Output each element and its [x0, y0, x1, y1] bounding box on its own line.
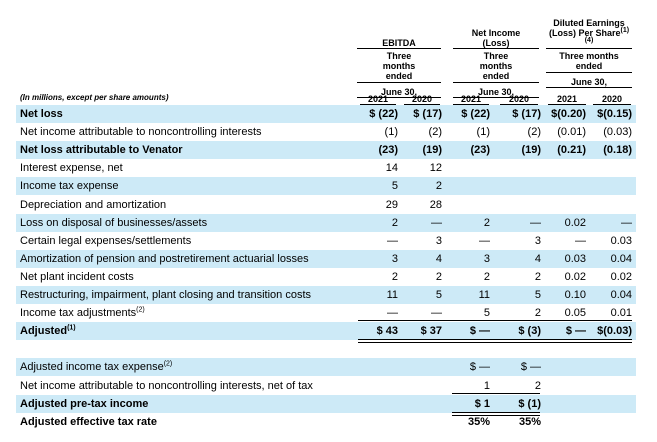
row-value: 2 — [534, 270, 541, 283]
row-value: 4 — [435, 252, 442, 265]
row-value: $ 1 — [474, 397, 490, 410]
year-ni-2020: 2020 — [500, 94, 538, 105]
table-row — [16, 413, 636, 431]
row-value: $ — — [469, 325, 490, 338]
row-label — [20, 268, 134, 286]
row-value: 2 — [391, 270, 398, 283]
table-row — [16, 377, 636, 395]
row-value: 1 — [483, 379, 490, 392]
rule-adjusted-top — [358, 320, 632, 321]
table-row — [16, 232, 636, 250]
row-label — [20, 304, 145, 322]
year-eps-2020: 2020 — [593, 94, 631, 105]
row-value: 2 — [534, 379, 541, 392]
ebitda-title: EBITDA — [357, 38, 441, 49]
row-value: $ (3) — [518, 325, 541, 338]
row-value: 35% — [467, 415, 490, 428]
row-label-text: Certain legal expenses/settlements — [20, 234, 192, 247]
row-value: 12 — [429, 162, 442, 175]
rule-pretax-bottom — [452, 412, 540, 416]
row-value: $(0.15) — [597, 108, 632, 120]
row-value: 0.02 — [564, 216, 586, 229]
row-label-text: Net income attributable to noncontrolling interests — [20, 126, 262, 139]
row-label — [20, 105, 63, 123]
table-row — [16, 123, 636, 141]
row-label-text: Loss on disposal of businesses/assets — [20, 216, 208, 229]
table-row — [16, 105, 636, 123]
row-value: 2 — [435, 180, 442, 193]
net-income-header — [453, 28, 539, 98]
ebitda-header — [357, 38, 441, 98]
year-eps-2021: 2021 — [548, 94, 586, 105]
row-label-text: Depreciation and amortization — [20, 198, 167, 211]
row-value: 3 — [435, 234, 442, 247]
row-value: — — [575, 234, 586, 247]
table-row — [16, 322, 636, 340]
row-value: 5 — [483, 307, 490, 320]
row-value: 5 — [435, 289, 442, 301]
row-value: (1) — [384, 126, 398, 139]
year-ebitda-2020: 2020 — [404, 94, 440, 105]
row-value: 11 — [386, 289, 398, 301]
row-label — [20, 413, 157, 431]
row-label-text: Income tax expense — [20, 180, 119, 193]
row-value: 5 — [534, 289, 541, 301]
row-label-text: Adjusted — [20, 325, 68, 338]
row-label — [20, 196, 166, 214]
eps-title — [546, 18, 632, 49]
table-row — [16, 214, 636, 232]
row-label-text: Income tax adjustments — [20, 307, 137, 320]
row-value: (2) — [527, 126, 541, 139]
rule-pretax-top — [452, 393, 540, 394]
row-label — [20, 123, 262, 141]
row-value: 0.04 — [610, 252, 632, 265]
row-label — [20, 141, 183, 159]
row-value: 0.03 — [564, 252, 586, 265]
row-footnote: (1) — [67, 324, 76, 332]
row-label — [20, 377, 313, 395]
table-row — [16, 395, 636, 413]
table-row — [16, 159, 636, 177]
row-value: (23) — [378, 144, 398, 157]
row-value: 29 — [385, 198, 398, 211]
row-value: — — [431, 307, 442, 320]
row-value: $ (17) — [512, 108, 541, 120]
row-label — [20, 286, 311, 304]
row-value: 3 — [391, 252, 398, 265]
row-value: $ 43 — [376, 325, 398, 338]
net-income-title: Net Income (Loss) — [453, 28, 539, 49]
row-label-text: Adjusted effective tax rate — [20, 415, 157, 428]
year-ebitda-2021: 2021 — [360, 94, 396, 105]
row-value: (0.01) — [557, 126, 586, 139]
row-value: 0.10 — [564, 289, 586, 301]
row-value: $ (17) — [413, 108, 442, 120]
row-value: $ (1) — [518, 397, 541, 410]
row-value: — — [387, 234, 398, 247]
row-value: 14 — [385, 162, 398, 175]
row-value: 0.01 — [610, 307, 632, 320]
year-ni-2021: 2021 — [453, 94, 489, 105]
row-label — [20, 358, 172, 376]
net-income-date: June 30, — [453, 83, 539, 98]
row-label-text: Adjusted pre-tax income — [20, 397, 149, 410]
row-label-text: Net loss — [20, 108, 63, 120]
row-label-text: Net loss attributable to Venator — [20, 144, 183, 157]
eps-header — [546, 18, 632, 88]
row-value: — — [431, 216, 442, 229]
table-row — [16, 177, 636, 195]
rule-adjusted-bottom — [358, 339, 632, 343]
row-value: 2 — [534, 307, 541, 320]
row-footnote: (2) — [163, 360, 173, 368]
row-label — [20, 322, 76, 340]
row-value: 0.02 — [610, 270, 632, 283]
row-value: 4 — [534, 252, 541, 265]
row-value: $(0.20) — [551, 108, 586, 120]
row-value: (0.18) — [603, 144, 632, 157]
row-value: 11 — [478, 289, 490, 301]
unit-note: (In millions, except per share amounts) — [20, 93, 169, 102]
row-value: $ 37 — [420, 325, 442, 338]
row-value: — — [621, 216, 632, 229]
row-value: (19) — [422, 144, 442, 157]
row-label — [20, 177, 118, 195]
table-row — [16, 268, 636, 286]
eps-date: June 30, — [546, 73, 632, 88]
eps-title-text: Diluted Earnings (Loss) Per Share — [548, 18, 625, 38]
row-value: (23) — [470, 144, 490, 157]
ebitda-date: June 30, — [357, 83, 441, 98]
row-value: $ — — [565, 325, 586, 338]
row-label-text: Restructuring, impairment, plant closing and transition costs — [20, 289, 312, 301]
row-footnote: (2) — [136, 306, 145, 314]
row-label — [20, 232, 191, 250]
row-value: — — [387, 307, 398, 320]
row-value: (1) — [476, 126, 490, 139]
row-label-text: Amortization of pension and postretirement actuarial losses — [20, 252, 309, 265]
ebitda-period: Three months ended — [357, 49, 441, 83]
row-value: — — [530, 216, 541, 229]
row-value: (0.21) — [557, 144, 586, 157]
row-value: 2 — [483, 216, 490, 229]
table-row — [16, 141, 636, 159]
row-value: 2 — [435, 270, 442, 283]
row-label — [20, 250, 309, 268]
row-label-text: Interest expense, net — [20, 162, 123, 175]
row-value: $(0.03) — [597, 325, 632, 338]
row-value: 0.02 — [564, 270, 586, 283]
row-label — [20, 395, 148, 413]
row-value: 0.04 — [610, 289, 632, 301]
row-value: 3 — [534, 234, 541, 247]
row-value: 0.05 — [564, 307, 586, 320]
row-value: $ — — [520, 361, 541, 374]
row-value: 5 — [391, 180, 398, 193]
row-label-text: Net income attributable to noncontrolling interests, net of tax — [20, 379, 313, 392]
table-row — [16, 286, 636, 304]
row-value: 2 — [483, 270, 490, 283]
row-value: (0.03) — [603, 126, 632, 139]
row-label — [20, 159, 123, 177]
row-label-text: Net plant incident costs — [20, 270, 134, 283]
row-value: $ (22) — [461, 108, 490, 120]
eps-title-sup: (1)(4) — [584, 27, 630, 44]
net-income-period: Three months ended — [453, 49, 539, 83]
row-label — [20, 214, 207, 232]
row-value: (19) — [521, 144, 541, 157]
row-label-text: Adjusted income tax expense — [20, 361, 164, 374]
eps-period: Three months ended — [546, 49, 632, 73]
row-value: 28 — [429, 198, 442, 211]
row-value: $ — — [469, 361, 490, 374]
table-row — [16, 358, 636, 376]
row-value: 2 — [391, 216, 398, 229]
row-value: — — [479, 234, 490, 247]
row-value: (2) — [428, 126, 442, 139]
row-value: 3 — [483, 252, 490, 265]
row-value: 35% — [518, 415, 541, 428]
table-row — [16, 196, 636, 214]
row-value: $ (22) — [369, 108, 398, 120]
row-value: 0.03 — [610, 234, 632, 247]
table-row — [16, 250, 636, 268]
